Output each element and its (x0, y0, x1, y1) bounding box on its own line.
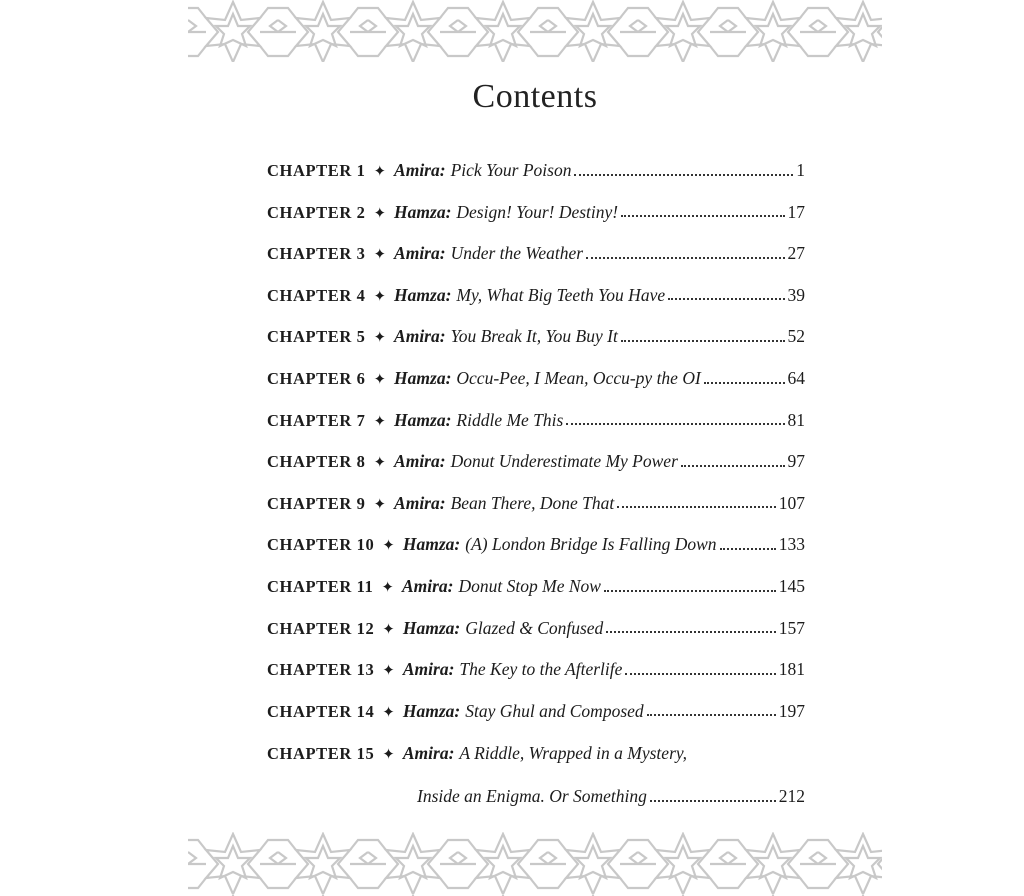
toc-entry-chapter-2[interactable] (267, 192, 805, 234)
chapter-narrator: Hamza: (394, 284, 452, 305)
star-ornament-icon: ✦ (373, 413, 387, 430)
chapter-number: CHAPTER 10 (267, 535, 375, 555)
toc-entry-chapter-13[interactable] (267, 649, 805, 691)
page-number: 145 (778, 575, 805, 596)
toc-entry-chapter-7[interactable] (267, 400, 805, 442)
dot-leader (704, 382, 785, 384)
star-ornament-icon: ✦ (373, 247, 387, 264)
star-ornament-icon: ✦ (381, 579, 394, 596)
top-ornamental-border (188, 0, 882, 62)
star-ornament-icon: ✦ (382, 621, 395, 638)
chapter-title: Bean There, Done That (450, 492, 615, 513)
chapter-number: CHAPTER 2 (267, 202, 366, 222)
chapter-number: CHAPTER 1 (267, 161, 366, 180)
chapter-title: My, What Big Teeth You Have (456, 284, 666, 305)
toc-entry-chapter-15[interactable] (267, 732, 805, 818)
dot-leader (586, 257, 784, 259)
page-number: 212 (778, 786, 805, 807)
page-number: 52 (787, 326, 805, 347)
toc-entry-chapter-1[interactable] (267, 150, 805, 192)
star-ornament-icon: ✦ (373, 330, 387, 347)
dot-leader (617, 506, 776, 508)
chapter-title: Riddle Me This (456, 409, 564, 430)
star-ornament-icon: ✦ (382, 538, 395, 555)
page-number: 107 (778, 492, 805, 513)
star-ornament-icon: ✦ (382, 704, 395, 721)
chapter-number: CHAPTER 5 (267, 327, 366, 347)
star-ornament-icon: ✦ (373, 371, 387, 388)
chapter-number: CHAPTER 12 (267, 618, 375, 638)
star-ornament-icon: ✦ (373, 205, 387, 222)
chapter-narrator: Amira: (394, 451, 446, 472)
chapter-title: You Break It, You Buy It (450, 326, 618, 347)
chapter-number: CHAPTER 9 (267, 493, 366, 513)
chapter-number: CHAPTER 13 (267, 660, 375, 680)
chapter-number: CHAPTER 6 (267, 368, 366, 388)
dot-leader (574, 174, 793, 176)
toc-entry-chapter-3[interactable] (267, 233, 805, 275)
page-number: 27 (787, 243, 805, 264)
chapter-narrator: Hamza: (394, 201, 452, 222)
chapter-title: Under the Weather (450, 243, 584, 264)
dot-leader (681, 465, 785, 467)
chapter-title: Glazed & Confused (465, 617, 604, 638)
toc-entry-chapter-9[interactable] (267, 483, 805, 525)
chapter-title: Pick Your Poison (450, 160, 572, 180)
dot-leader (566, 423, 784, 425)
chapter-number: CHAPTER 7 (267, 410, 366, 430)
toc-entry-chapter-5[interactable] (267, 316, 805, 358)
page-number: 39 (787, 284, 805, 305)
chapter-title-line-1: A Riddle, Wrapped in a Mystery, (459, 743, 688, 764)
chapter-title-line-2: Inside an Enigma. Or Something (417, 786, 647, 807)
toc-entry-chapter-11[interactable] (267, 566, 805, 608)
chapter-number: CHAPTER 14 (267, 701, 375, 721)
toc-entry-chapter-4[interactable] (267, 275, 805, 317)
page-number: 1 (796, 160, 805, 180)
dot-leader (625, 673, 775, 675)
bottom-ornamental-border (188, 832, 882, 896)
chapter-number: CHAPTER 4 (267, 285, 366, 305)
page-number: 17 (787, 201, 805, 222)
dot-leader (604, 590, 776, 592)
dot-leader (720, 548, 776, 550)
toc-entry-chapter-14[interactable] (267, 691, 805, 733)
page-number: 81 (787, 409, 805, 430)
dot-leader (650, 800, 776, 802)
chapter-narrator: Hamza: (394, 409, 452, 430)
table-of-contents (267, 150, 805, 818)
page-number: 197 (778, 700, 805, 721)
dot-leader (647, 714, 776, 716)
chapter-number: CHAPTER 15 (267, 744, 375, 764)
star-ornament-icon: ✦ (382, 747, 395, 764)
chapter-narrator: Amira: (394, 326, 446, 347)
dot-leader (621, 340, 785, 342)
dot-leader (606, 631, 775, 633)
star-ornament-icon: ✦ (373, 496, 387, 513)
bottom-ornament-pattern (188, 832, 882, 896)
chapter-narrator: Amira: (402, 743, 455, 764)
chapter-number: CHAPTER 11 (267, 576, 374, 596)
star-ornament-icon: ✦ (373, 288, 387, 305)
page-number: 97 (787, 451, 805, 472)
top-ornament-pattern (188, 0, 882, 62)
page-number: 157 (778, 617, 805, 638)
chapter-narrator: Hamza: (402, 700, 461, 721)
chapter-number: CHAPTER 3 (267, 244, 366, 264)
chapter-narrator: Hamza: (394, 367, 452, 388)
chapter-title: Donut Stop Me Now (458, 575, 601, 596)
chapter-title: Donut Underestimate My Power (450, 451, 678, 472)
chapter-narrator: Amira: (402, 659, 455, 680)
page-number: 181 (778, 659, 805, 680)
dot-leader (621, 215, 784, 217)
chapter-narrator: Amira: (394, 160, 446, 180)
star-ornament-icon: ✦ (382, 663, 395, 680)
chapter-title: (A) London Bridge Is Falling Down (465, 534, 717, 555)
chapter-narrator: Amira: (401, 575, 454, 596)
chapter-narrator: Amira: (394, 243, 446, 264)
chapter-title: Design! Your! Destiny! (456, 201, 619, 222)
chapter-number: CHAPTER 8 (267, 452, 366, 472)
toc-entry-chapter-12[interactable] (267, 608, 805, 650)
dot-leader (668, 298, 784, 300)
chapter-title: Stay Ghul and Composed (465, 700, 644, 721)
star-ornament-icon: ✦ (373, 164, 387, 180)
chapter-title: Occu-Pee, I Mean, Occu-py the OI (456, 367, 701, 388)
page-number: 133 (778, 534, 805, 555)
chapter-title: The Key to the Afterlife (459, 659, 623, 680)
chapter-narrator: Hamza: (402, 534, 461, 555)
page-number: 64 (787, 367, 805, 388)
chapter-narrator: Hamza: (402, 617, 461, 638)
toc-entry-chapter-8[interactable] (267, 441, 805, 483)
toc-entry-chapter-6[interactable] (267, 358, 805, 400)
star-ornament-icon: ✦ (373, 455, 387, 472)
page-title: Contents (472, 78, 598, 115)
chapter-narrator: Amira: (394, 492, 446, 513)
toc-entry-chapter-10[interactable] (267, 524, 805, 566)
